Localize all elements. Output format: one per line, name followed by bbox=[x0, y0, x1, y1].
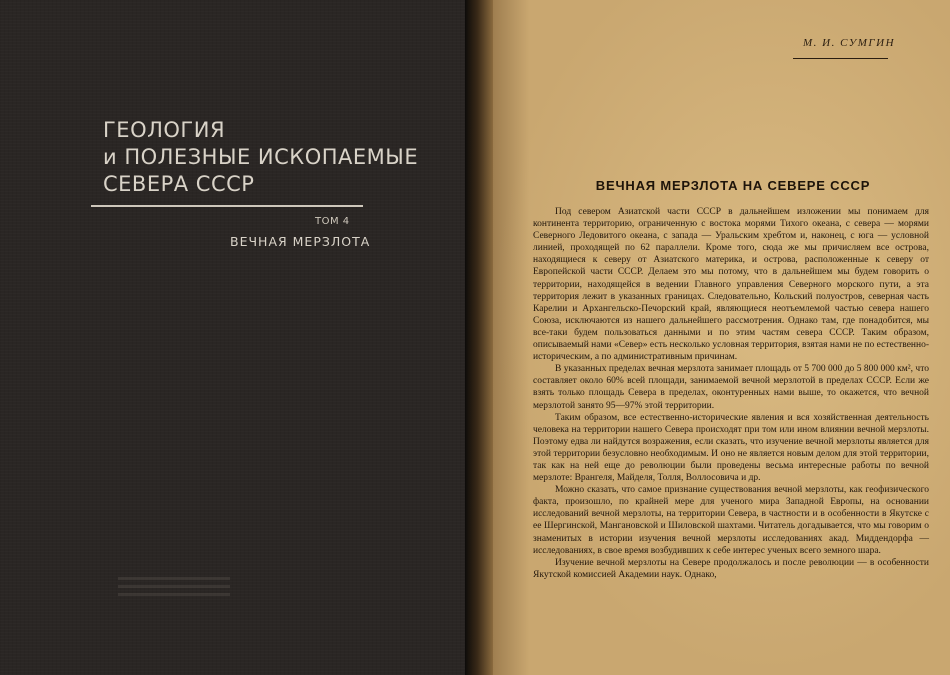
book-gutter bbox=[465, 0, 493, 675]
running-head: М. И. СУМГИН bbox=[803, 37, 896, 49]
paragraph: Таким образом, все естественно-исторические явления и вся хозяйственная деятельность человека на территории нашего Севера происходят при том или ином влиянии вечной мерзлоты. Поэтому едва ли найдутся возражения, если сказать, что изучение вечной мерзлоты является для этой территории безусловно необходимым. И оно не является новым делом для этой территории, так как на ней еще до революции были проведены весьма интересные работы по вечной мерзлоте: Врангеля, Майделя, Толля, Воллосовича и др. bbox=[533, 412, 929, 484]
cover-title-line: ГЕОЛОГИЯ bbox=[103, 118, 226, 142]
article-title: ВЕЧНАЯ МЕРЗЛОТА НА СЕВЕРЕ СССР bbox=[595, 178, 871, 193]
running-head-rule bbox=[793, 58, 888, 59]
cover-title-line: и ПОЛЕЗНЫЕ ИСКОПАЕМЫЕ bbox=[103, 145, 419, 169]
book-cover bbox=[0, 0, 465, 675]
cover-subtitle: ВЕЧНАЯ МЕРЗЛОТА bbox=[230, 234, 371, 249]
paragraph: Можно сказать, что самое признание существования вечной мерзлоты, как геофизического факта, произошло, по крайней мере для ученого мира Западной Европы, на основании исследований вечной мерзлоты, на территории Севера, в частности и в особенности в Якутске с ее Шергинской, Мангановской и Шиловской шахтами. Читатель догадывается, что мы говорим о знаменитых в истории изучения вечной мерзлоты исследованиях акад. Миддендорфа — исследованиях, в свое время возбудивших к себе интерес ученых всего земного шара. bbox=[533, 485, 929, 556]
book-page bbox=[493, 0, 950, 675]
paragraph: В указанных пределах вечная мерзлота занимает площадь от 5 700 000 до 5 800 000 км², что составляет около 60% всей площади, занимаемой вечной мерзлотой в пределах СССР. Если же взять только площадь Севера в пределах, оконтуренных нами выше, то окажется, что вечной мерзлотой занято 95—97% этой территории. bbox=[533, 364, 929, 411]
cover-title bbox=[103, 117, 419, 198]
paragraph: Изучение вечной мерзлоты на Севере продолжалось и после революции — в особенности Якутской комиссией Академии наук. Однако, bbox=[533, 557, 929, 580]
cover-faded-stamp bbox=[118, 572, 230, 606]
article-body bbox=[533, 206, 929, 581]
cover-divider bbox=[91, 205, 363, 207]
cover-volume: ТОМ 4 bbox=[315, 216, 350, 227]
cover-title-line: СЕВЕРА СССР bbox=[103, 172, 255, 196]
paragraph: Под севером Азиатской части СССР в дальнейшем изложении мы понимаем для континента территорию, ограниченную с востока морями Тихого океана, с севера — морями Северного Ледовитого океана, с запада — Уральским хребтом и, наконец, с юга — условной линией, проходящей по 62 параллели. Кроме того, сюда же мы причисляем все острова, находящиеся к северу от Азиатского материка, и острова, расположенные к северу от Европейской части СССР. Делаем это мы потому, что в дальнейшем мы будем говорить о территории, находящейся в ведении Главного управления Северного морского пути, а эта территория лежит в указанных границах. Следовательно, Кольский полуостров, северная часть Карелии и Архангельско-Печорский край, являющиеся неотъемлемой частью севера нашего Союза, исключаются из нашего дальнейшего рассмотрения. Однако там, где понадобится, мы все-таки будем пользоваться данными и по этим частям севера СССР. Таким образом, описываемый нами «Север» есть несколько условная территория, взятая нами не по естественно-историческим, а по административным причинам. bbox=[533, 207, 929, 363]
